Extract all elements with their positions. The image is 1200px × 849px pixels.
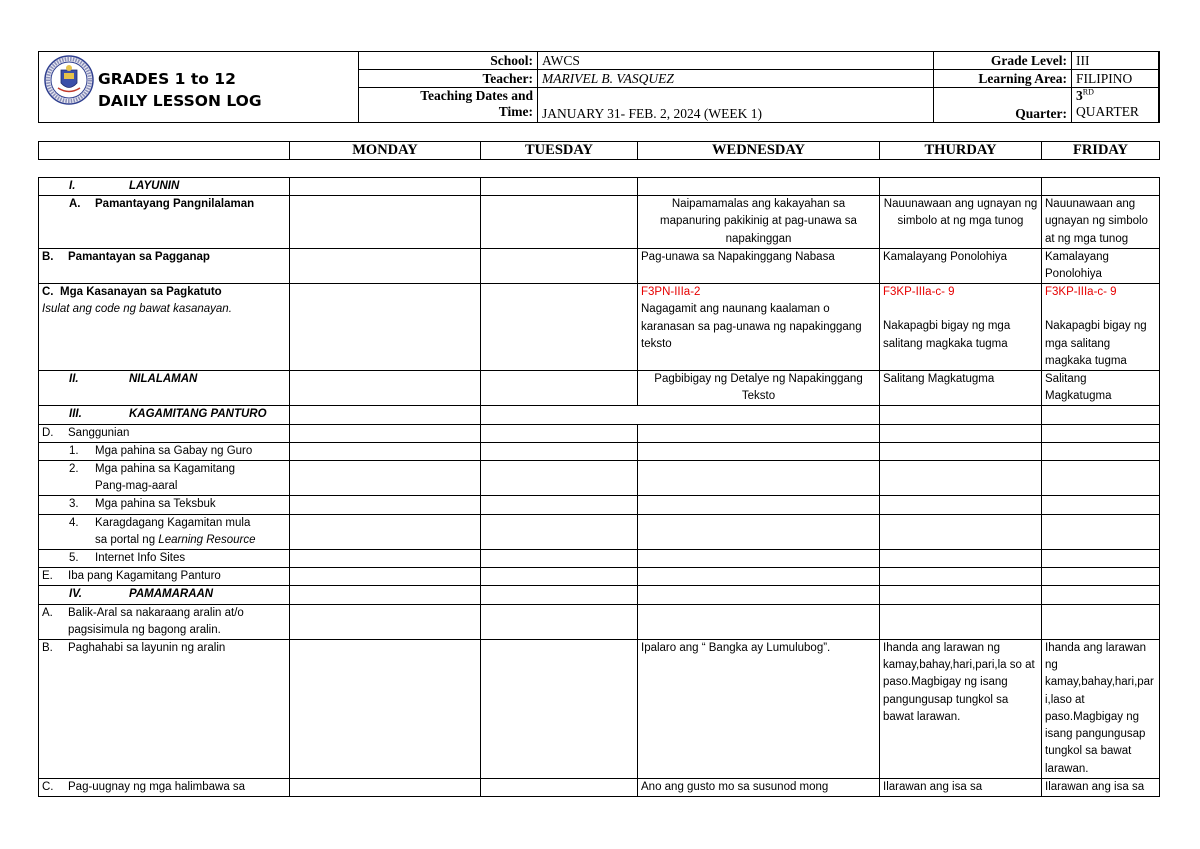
thursday-paghahabi: Ihanda ang larawan ng kamay,bahay,hari,pari,la so at paso.Magbigay ng isang pangungusap tungkol sa bawat larawan. xyxy=(880,640,1042,779)
day-header-friday: FRIDAY xyxy=(1042,142,1160,160)
friday-kasanayan: F3KP-IIIa-c- 9 Nakapagbi bigay ng mga salitang magkaka tugma xyxy=(1042,284,1160,371)
school-value: AWCS xyxy=(538,52,934,70)
table-row xyxy=(39,442,1160,460)
log-title xyxy=(98,68,262,112)
table-row xyxy=(39,196,1160,249)
deped-seal-icon xyxy=(44,55,94,105)
table-row xyxy=(39,640,1160,779)
table-row xyxy=(39,424,1160,442)
thursday-pagganap: Kamalayang Ponolohiya xyxy=(880,248,1042,283)
table-row xyxy=(39,550,1160,568)
table-row xyxy=(39,586,1160,604)
row-label-layunin: I. LAYUNIN xyxy=(39,178,290,196)
competency-code: F3PN-IIIa-2 xyxy=(641,286,701,299)
row-label-kasanayan: C. Mga Kasanayan sa Pagkatuto Isulat ang code ng bawat kasanayan. xyxy=(39,284,290,371)
school-label: School: xyxy=(359,52,538,70)
grade-level-label: Grade Level: xyxy=(934,52,1072,70)
school-info-table xyxy=(358,51,1160,123)
wednesday-nilalaman: Pagbibigay ng Detalye ng Napakinggang Teksto xyxy=(638,371,880,406)
day-header-thursday: THURDAY xyxy=(880,142,1042,160)
teacher-value: MARIVEL B. VASQUEZ xyxy=(538,70,934,88)
wednesday-pangnilalaman: Naipamamalas ang kakayahan sa mapanuring pakikinig at pag-unawa sa napakinggan xyxy=(638,196,880,249)
teacher-label: Teacher: xyxy=(359,70,538,88)
row-label-sanggunian: D. Sanggunian xyxy=(39,424,290,442)
row-label-kagamitang-mag-aaral: 2. Mga pahina sa Kagamitang Pang-mag-aaral xyxy=(39,461,290,496)
friday-pagganap: Kamalayang Ponolohiya xyxy=(1042,248,1160,283)
friday-paghahabi: Ihanda ang larawan ng kamay,bahay,hari,par i,laso at paso.Magbigay ng isang pangungusap tungkol sa bawat larawan. xyxy=(1042,640,1160,779)
quarter-suffix: RD xyxy=(1082,87,1094,97)
table-row xyxy=(39,514,1160,549)
row-label-learning-resource: 4. Karagdagang Kagamitan mula sa portal ng Learning Resource xyxy=(39,514,290,549)
thursday-pangnilalaman: Nauunawaan ang ugnayan ng simbolo at ng mga tunog xyxy=(880,196,1042,249)
row-label-balik-aral: A. Balik-Aral sa nakaraang aralin at/o pagsisimula ng bagong aralin. xyxy=(39,604,290,639)
thursday-kasanayan: F3KP-IIIa-c- 9 Nakapagbi bigay ng mga salitang magkaka tugma xyxy=(880,284,1042,371)
kasanayan-note: Isulat ang code ng bawat kasanayan. xyxy=(42,303,232,316)
learning-area-label: Learning Area: xyxy=(934,70,1072,88)
learning-area-value: FILIPINO xyxy=(1072,70,1160,88)
friday-nilalaman: Salitang Magkatugma xyxy=(1042,371,1160,406)
thursday-pag-uugnay: Ilarawan ang isa sa xyxy=(880,778,1042,796)
row-label-kagamitan: III. KAGAMITANG PANTURO xyxy=(39,406,290,424)
day-header-table xyxy=(38,141,1160,160)
table-row xyxy=(39,371,1160,406)
row-label-pag-uugnay: C. Pag-uugnay ng mga halimbawa sa xyxy=(39,778,290,796)
thursday-nilalaman: Salitang Magkatugma xyxy=(880,371,1042,406)
wednesday-pagganap: Pag-unawa sa Napakinggang Nabasa xyxy=(638,248,880,283)
day-header-wednesday: WEDNESDAY xyxy=(638,142,880,160)
lesson-log-table xyxy=(38,177,1160,797)
table-row xyxy=(39,778,1160,796)
title-line-1: GRADES 1 to 12 xyxy=(98,70,236,88)
table-row xyxy=(39,284,1160,371)
table-row xyxy=(39,248,1160,283)
row-label-iba-pang-kagamitan: E. Iba pang Kagamitang Panturo xyxy=(39,568,290,586)
row-label-nilalaman: II. NILALAMAN xyxy=(39,371,290,406)
wednesday-paghahabi: Ipalaro ang “ Bangka ay Lumulubog”. xyxy=(638,640,880,779)
row-label-gabay-ng-guro: 1. Mga pahina sa Gabay ng Guro xyxy=(39,442,290,460)
row-label-pamamaraan: IV. PAMAMARAAN xyxy=(39,586,290,604)
table-row xyxy=(39,406,1160,424)
table-row xyxy=(39,568,1160,586)
row-label-internet-info-sites: 5. Internet Info Sites xyxy=(39,550,290,568)
quarter-label: Quarter: xyxy=(934,88,1072,123)
row-label-teksbuk: 3. Mga pahina sa Teksbuk xyxy=(39,496,290,514)
day-header-monday: MONDAY xyxy=(290,142,481,160)
title-line-2: DAILY LESSON LOG xyxy=(98,92,262,110)
row-label-pagganap: B. Pamantayan sa Pagganap xyxy=(39,248,290,283)
friday-pangnilalaman: Nauunawaan ang ugnayan ng simbolo at ng mga tunog xyxy=(1042,196,1160,249)
day-header-tuesday: TUESDAY xyxy=(481,142,638,160)
quarter-value xyxy=(1072,88,1160,123)
row-label-paghahabi: B. Paghahabi sa layunin ng aralin xyxy=(39,640,290,779)
grade-level-value: III xyxy=(1072,52,1160,70)
competency-code: F3KP-IIIa-c- 9 xyxy=(883,286,955,299)
competency-code: F3KP-IIIa-c- 9 xyxy=(1045,286,1117,299)
table-row xyxy=(39,604,1160,639)
table-row xyxy=(39,496,1160,514)
table-row xyxy=(39,178,1160,196)
quarter-word: QUARTER xyxy=(1076,104,1139,119)
teaching-dates-value: JANUARY 31- FEB. 2, 2024 (WEEK 1) xyxy=(538,88,934,123)
table-row xyxy=(39,461,1160,496)
row-label-pangnilalaman: A. Pamantayang Pangnilalaman xyxy=(39,196,290,249)
quarter-number: 3 xyxy=(1076,88,1083,103)
wednesday-kasanayan: F3PN-IIIa-2 Nagagamit ang naunang kaalaman o karanasan sa pag-unawa ng napakinggang teksto xyxy=(638,284,880,371)
teaching-dates-label-line-2: Time: xyxy=(498,104,533,119)
friday-pag-uugnay: Ilarawan ang isa sa xyxy=(1042,778,1160,796)
teaching-dates-label xyxy=(359,88,538,123)
day-header-blank xyxy=(39,142,290,160)
wednesday-pag-uugnay: Ano ang gusto mo sa susunod mong xyxy=(638,778,880,796)
teaching-dates-label-line-1: Teaching Dates and xyxy=(420,88,533,103)
